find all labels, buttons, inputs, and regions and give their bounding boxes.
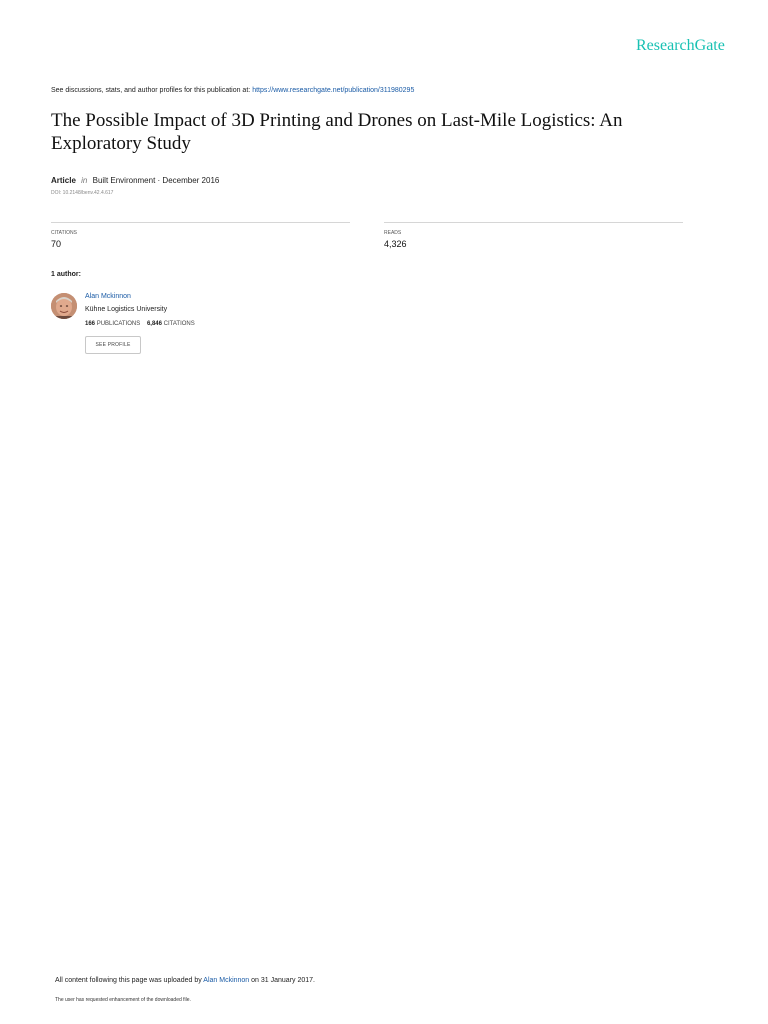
upload-prefix: All content following this page was uploaded by bbox=[55, 977, 202, 984]
upload-suffix: on 31 January 2017. bbox=[251, 977, 315, 984]
author-avatar[interactable] bbox=[51, 293, 77, 319]
researchgate-logo[interactable]: ResearchGate bbox=[636, 37, 725, 54]
uploader-link[interactable]: Alan Mckinnon bbox=[203, 977, 250, 984]
venue-date: Built Environment · December 2016 bbox=[92, 176, 220, 185]
doi: DOI: 10.2148/benv.42.4.617 bbox=[51, 190, 114, 196]
citations-divider bbox=[51, 222, 350, 223]
citations-label: CITATIONS bbox=[51, 230, 77, 236]
authors-heading: 1 author: bbox=[51, 271, 81, 278]
author-citations-count: 6,846 bbox=[146, 321, 162, 327]
reads-label: READS bbox=[384, 230, 402, 236]
citations-value: 70 bbox=[51, 239, 62, 249]
author-publications-label: PUBLICATIONS bbox=[96, 321, 141, 327]
author-name[interactable]: Alan Mckinnon bbox=[85, 293, 131, 300]
upload-note bbox=[55, 977, 315, 984]
author-publications-count: 166 bbox=[85, 321, 96, 327]
publication-title: The Possible Impact of 3D Printing and Drones on Last-Mile Logistics: An Exploratory Study bbox=[51, 110, 623, 154]
enhancement-note: The user has requested enhancement of the downloaded file. bbox=[55, 997, 191, 1003]
publication-type: Article bbox=[51, 176, 76, 185]
publication-meta bbox=[51, 176, 219, 185]
author-stats bbox=[85, 321, 195, 327]
author-institution: Kühne Logistics University bbox=[85, 306, 168, 313]
see-discussions-line bbox=[51, 87, 414, 94]
author-citations-label: CITATIONS bbox=[163, 321, 195, 327]
reads-divider bbox=[384, 222, 683, 223]
see-profile-button[interactable]: SEE PROFILE bbox=[85, 336, 141, 354]
see-line-text: See discussions, stats, and author profiles for this publication at: bbox=[51, 87, 251, 94]
publication-link[interactable]: https://www.researchgate.net/publication/311980295 bbox=[252, 87, 415, 94]
reads-value: 4,326 bbox=[384, 239, 407, 249]
in-word: in bbox=[81, 176, 88, 185]
